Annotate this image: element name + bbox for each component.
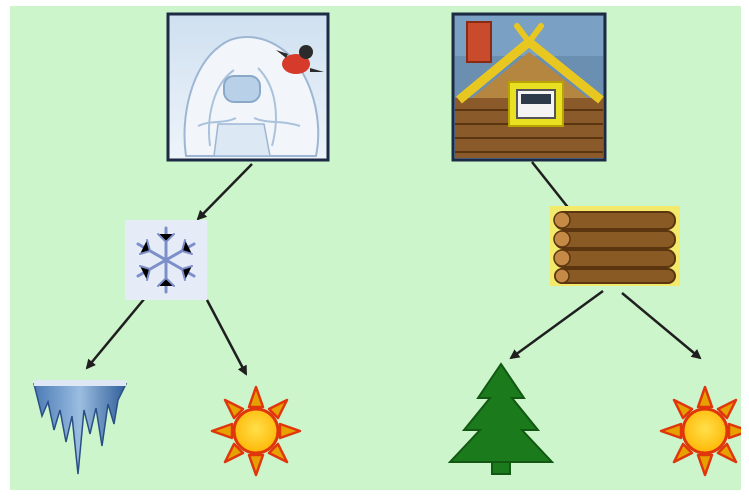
arrow-snowflake-to-sun-left xyxy=(207,300,246,374)
ice-hut-with-bullfinch-icon xyxy=(168,14,328,160)
icicles-icon xyxy=(34,380,126,474)
fir-tree-icon xyxy=(450,364,552,474)
arrow-log-wall-to-sun-right xyxy=(622,293,700,358)
arrow-snowflake-to-icicles xyxy=(87,298,145,368)
sun-icon xyxy=(212,387,300,475)
sun-icon xyxy=(661,387,741,475)
log-wall-icon xyxy=(550,206,680,286)
diagram-svg xyxy=(10,6,741,490)
wooden-log-hut-icon xyxy=(453,14,605,160)
diagram-canvas xyxy=(10,6,741,490)
arrow-log-wall-to-fir-tree xyxy=(511,291,603,358)
snowflake-icon xyxy=(125,220,207,300)
arrow-ice-hut-to-snowflake xyxy=(198,164,252,219)
